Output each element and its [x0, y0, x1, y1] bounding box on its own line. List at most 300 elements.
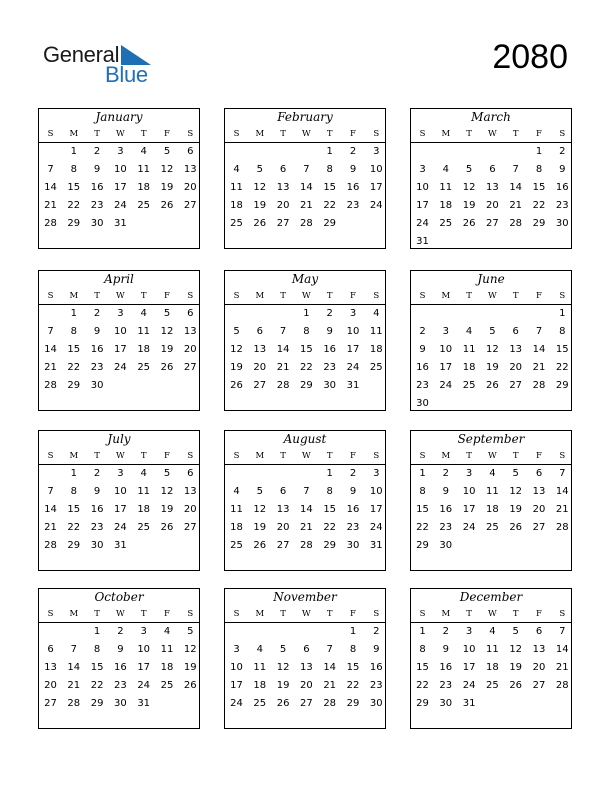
- weekday-header-row: [225, 290, 385, 305]
- weekday-label: T: [326, 291, 333, 301]
- day-cell: 30: [439, 698, 453, 709]
- month-name: March: [471, 110, 511, 124]
- day-cell: 25: [137, 200, 151, 211]
- day-cell: 6: [187, 146, 194, 157]
- day-cell: 19: [183, 662, 197, 673]
- day-cell: 29: [323, 218, 337, 229]
- weekday-label: T: [140, 609, 147, 619]
- day-cell: 15: [67, 344, 81, 355]
- generalblue-logo: [43, 40, 163, 88]
- day-cell: 12: [253, 182, 267, 193]
- day-cell: 14: [509, 182, 523, 193]
- day-cell: 12: [253, 504, 267, 515]
- day-cell: 23: [90, 200, 104, 211]
- weekday-header-row: [411, 450, 571, 465]
- day-cell: 17: [114, 344, 127, 355]
- day-cell: 20: [253, 362, 267, 373]
- weekday-label: T: [280, 291, 286, 301]
- day-cell: 12: [160, 326, 174, 337]
- day-cell: 29: [90, 698, 104, 709]
- day-cell: 25: [486, 680, 499, 691]
- day-cell: 22: [300, 362, 313, 373]
- day-cell: 15: [416, 662, 429, 673]
- day-cell: 13: [276, 182, 290, 193]
- weekday-label: T: [140, 451, 147, 461]
- day-cell: 21: [532, 362, 546, 373]
- day-cell: 9: [117, 644, 124, 655]
- day-cell: 5: [187, 626, 194, 637]
- day-cell: 9: [326, 326, 333, 337]
- day-cell: 7: [70, 644, 77, 655]
- day-cell: 31: [114, 218, 127, 229]
- day-cell: 6: [256, 326, 263, 337]
- day-cell: 1: [70, 146, 77, 157]
- day-cell: 25: [486, 522, 499, 533]
- day-cell: 29: [67, 218, 81, 229]
- day-cell: 14: [555, 486, 569, 497]
- month-july: [38, 430, 200, 571]
- weekday-label: W: [116, 451, 125, 461]
- weekday-label: W: [116, 291, 125, 301]
- weekday-label: F: [350, 291, 356, 301]
- day-cell: 26: [276, 698, 290, 709]
- day-cell: 8: [326, 164, 333, 175]
- day-cell: 15: [300, 344, 313, 355]
- day-cell: 5: [465, 164, 473, 175]
- day-cell: 25: [369, 362, 383, 373]
- day-cell: 22: [532, 200, 546, 211]
- day-cell: 27: [532, 522, 546, 533]
- day-cell: 6: [279, 164, 287, 175]
- day-cell: 14: [44, 504, 57, 515]
- day-cell: 11: [230, 182, 243, 193]
- day-cell: 29: [532, 218, 546, 229]
- day-cell: 21: [44, 200, 57, 211]
- day-cell: 22: [346, 680, 360, 691]
- day-cell: 16: [323, 344, 337, 355]
- day-cell: 18: [462, 362, 476, 373]
- weekday-label: W: [116, 609, 125, 619]
- month-august: [224, 430, 386, 571]
- month-name: November: [273, 590, 337, 604]
- day-cell: 24: [346, 362, 360, 373]
- weekday-label: F: [536, 609, 542, 619]
- day-cell: 8: [70, 164, 77, 175]
- day-cell: 21: [509, 200, 523, 211]
- day-cell: 16: [439, 504, 453, 515]
- day-cell: 17: [230, 680, 243, 691]
- day-cell: 7: [326, 644, 333, 655]
- day-cell: 26: [486, 380, 499, 391]
- day-cell: 3: [465, 468, 473, 479]
- day-cell: 1: [349, 626, 357, 637]
- weekday-label: T: [94, 609, 100, 619]
- day-cell: 23: [369, 680, 383, 691]
- day-cell: 8: [303, 326, 310, 337]
- day-cell: 23: [323, 362, 337, 373]
- weekday-label: S: [233, 291, 240, 301]
- day-cell: 7: [512, 164, 519, 175]
- day-cell: 9: [93, 326, 101, 337]
- day-cell: 28: [532, 380, 546, 391]
- day-cell: 20: [183, 344, 197, 355]
- day-cell: 26: [160, 362, 174, 373]
- weekday-label: M: [69, 291, 79, 301]
- day-cell: 18: [137, 182, 151, 193]
- day-cell: 4: [373, 308, 380, 319]
- day-cell: 16: [90, 344, 104, 355]
- month-june: [410, 270, 572, 411]
- day-cell: 5: [512, 468, 519, 479]
- day-cell: 17: [137, 662, 151, 673]
- day-cell: 13: [300, 662, 313, 673]
- day-cell: 3: [373, 146, 380, 157]
- day-cell: 8: [70, 326, 77, 337]
- day-cell: 25: [230, 218, 243, 229]
- day-cell: 18: [160, 662, 174, 673]
- weekday-label: T: [326, 451, 333, 461]
- day-cell: 26: [462, 218, 476, 229]
- weekday-label: F: [164, 609, 170, 619]
- weekday-label: M: [441, 451, 451, 461]
- day-cell: 9: [559, 164, 566, 175]
- day-cell: 22: [323, 522, 337, 533]
- day-cell: 31: [369, 540, 383, 551]
- day-cell: 9: [442, 486, 449, 497]
- day-cell: 17: [114, 182, 127, 193]
- day-cell: 15: [67, 182, 81, 193]
- day-cell: 18: [253, 680, 267, 691]
- day-cell: 19: [276, 680, 290, 691]
- day-cell: 9: [373, 644, 380, 655]
- day-cell: 3: [349, 308, 357, 319]
- day-cell: 20: [44, 680, 57, 691]
- weekday-header-row: [39, 290, 199, 305]
- day-cell: 29: [67, 540, 81, 551]
- weekday-label: S: [187, 291, 194, 301]
- day-cell: 29: [300, 380, 313, 391]
- day-cell: 17: [114, 504, 127, 515]
- day-cell: 12: [509, 644, 523, 655]
- day-cell: 11: [253, 662, 267, 673]
- day-cell: 21: [44, 362, 57, 373]
- weekday-label: S: [419, 291, 426, 301]
- day-cell: 27: [183, 362, 197, 373]
- day-cell: 24: [114, 362, 127, 373]
- day-cell: 10: [114, 486, 127, 497]
- day-cell: 11: [486, 644, 499, 655]
- day-cell: 3: [233, 644, 240, 655]
- weekday-label: M: [255, 291, 265, 301]
- day-cell: 11: [369, 326, 383, 337]
- day-cell: 21: [555, 504, 569, 515]
- day-cell: 31: [137, 698, 151, 709]
- weekday-label: S: [187, 609, 194, 619]
- weekday-label: M: [441, 129, 451, 139]
- day-cell: 2: [349, 468, 357, 479]
- weekday-label: W: [302, 291, 311, 301]
- day-cell: 25: [160, 680, 174, 691]
- day-cell: 11: [230, 504, 243, 515]
- day-cell: 7: [47, 326, 54, 337]
- day-cell: 7: [535, 326, 543, 337]
- weekday-label: T: [140, 291, 147, 301]
- day-cell: 30: [555, 218, 569, 229]
- day-cell: 9: [93, 164, 101, 175]
- day-cell: 16: [90, 504, 104, 515]
- day-cell: 21: [300, 200, 313, 211]
- day-cell: 27: [509, 380, 523, 391]
- day-cell: 30: [369, 698, 383, 709]
- weekday-label: F: [350, 129, 356, 139]
- day-cell: 7: [303, 164, 310, 175]
- day-cell: 3: [117, 468, 124, 479]
- day-cell: 27: [276, 540, 290, 551]
- day-cell: 18: [137, 504, 151, 515]
- day-cell: 16: [555, 182, 569, 193]
- month-name: October: [94, 590, 144, 604]
- day-cell: 11: [160, 644, 174, 655]
- day-cell: 12: [486, 344, 499, 355]
- day-cell: 3: [117, 308, 124, 319]
- day-cell: 19: [253, 522, 267, 533]
- day-cell: 21: [276, 362, 290, 373]
- day-cell: 26: [253, 540, 267, 551]
- day-cell: 27: [486, 218, 499, 229]
- day-cell: 14: [555, 644, 569, 655]
- day-cell: 14: [44, 344, 57, 355]
- day-cell: 19: [509, 662, 523, 673]
- day-cell: 5: [256, 164, 263, 175]
- day-cell: 24: [114, 200, 127, 211]
- weekday-label: F: [350, 609, 356, 619]
- day-cell: 29: [416, 540, 429, 551]
- weekday-label: W: [302, 129, 311, 139]
- day-cell: 24: [114, 522, 127, 533]
- day-cell: 23: [346, 200, 360, 211]
- weekday-label: T: [512, 129, 519, 139]
- day-cell: 11: [462, 344, 476, 355]
- day-cell: 10: [369, 486, 383, 497]
- weekday-label: T: [466, 291, 472, 301]
- weekday-label: M: [69, 129, 79, 139]
- weekday-label: T: [280, 451, 286, 461]
- day-cell: 8: [419, 644, 426, 655]
- day-cell: 18: [137, 344, 151, 355]
- weekday-label: M: [69, 609, 79, 619]
- day-cell: 1: [326, 468, 333, 479]
- weekday-label: M: [255, 609, 265, 619]
- day-cell: 13: [183, 486, 197, 497]
- day-cell: 2: [419, 326, 426, 337]
- day-cell: 4: [489, 626, 496, 637]
- day-cell: 28: [67, 698, 81, 709]
- month-name: September: [457, 432, 525, 446]
- weekday-label: W: [488, 451, 497, 461]
- day-cell: 1: [419, 626, 426, 637]
- day-cell: 29: [416, 698, 429, 709]
- day-cell: 24: [230, 698, 243, 709]
- day-cell: 14: [276, 344, 290, 355]
- weekday-header-row: [39, 450, 199, 465]
- day-cell: 25: [462, 380, 476, 391]
- month-may: [224, 270, 386, 411]
- day-cell: 14: [300, 182, 313, 193]
- day-cell: 26: [160, 522, 174, 533]
- day-cell: 29: [555, 380, 569, 391]
- day-cell: 30: [416, 398, 429, 409]
- day-cell: 30: [90, 218, 104, 229]
- day-cell: 11: [137, 326, 151, 337]
- day-cell: 4: [140, 308, 147, 319]
- day-cell: 20: [509, 362, 523, 373]
- day-cell: 17: [416, 200, 429, 211]
- day-cell: 16: [90, 182, 104, 193]
- day-cell: 14: [300, 504, 313, 515]
- day-cell: 4: [489, 468, 496, 479]
- day-cell: 23: [114, 680, 127, 691]
- day-cell: 25: [137, 362, 151, 373]
- day-cell: 19: [509, 504, 523, 515]
- day-cell: 2: [373, 626, 380, 637]
- day-cell: 13: [532, 486, 546, 497]
- day-cell: 17: [346, 344, 360, 355]
- weekday-label: T: [512, 291, 519, 301]
- day-cell: 3: [442, 326, 449, 337]
- day-cell: 25: [253, 698, 267, 709]
- day-cell: 1: [93, 626, 101, 637]
- weekday-label: M: [255, 451, 265, 461]
- day-cell: 26: [183, 680, 197, 691]
- weekday-label: F: [164, 291, 170, 301]
- day-cell: 15: [416, 504, 429, 515]
- day-cell: 26: [253, 218, 267, 229]
- weekday-label: S: [187, 451, 194, 461]
- day-cell: 23: [439, 680, 453, 691]
- day-cell: 8: [326, 486, 333, 497]
- weekday-label: W: [488, 609, 497, 619]
- weekday-label: F: [536, 129, 542, 139]
- day-cell: 11: [486, 486, 499, 497]
- day-cell: 10: [114, 326, 127, 337]
- day-cell: 21: [323, 680, 337, 691]
- day-cell: 14: [323, 662, 337, 673]
- weekday-label: W: [488, 291, 497, 301]
- day-cell: 12: [183, 644, 197, 655]
- weekday-label: M: [441, 609, 451, 619]
- day-cell: 5: [163, 468, 171, 479]
- day-cell: 7: [47, 164, 54, 175]
- day-cell: 19: [160, 504, 174, 515]
- day-cell: 20: [276, 200, 290, 211]
- day-cell: 14: [44, 182, 57, 193]
- day-cell: 1: [326, 146, 333, 157]
- day-cell: 2: [326, 308, 333, 319]
- weekday-label: T: [512, 451, 519, 461]
- month-october: [38, 588, 200, 729]
- weekday-label: W: [302, 451, 311, 461]
- day-cell: 28: [555, 522, 569, 533]
- day-cell: 21: [44, 522, 57, 533]
- day-cell: 10: [114, 164, 127, 175]
- day-cell: 7: [279, 326, 287, 337]
- weekday-label: S: [559, 609, 566, 619]
- weekday-label: S: [47, 451, 54, 461]
- day-cell: 15: [532, 182, 546, 193]
- day-cell: 21: [555, 662, 569, 673]
- day-cell: 27: [276, 218, 290, 229]
- day-cell: 28: [323, 698, 337, 709]
- day-cell: 27: [532, 680, 546, 691]
- day-cell: 13: [509, 344, 523, 355]
- day-cell: 7: [303, 486, 310, 497]
- day-cell: 13: [276, 504, 290, 515]
- day-cell: 31: [416, 236, 429, 247]
- day-cell: 22: [90, 680, 104, 691]
- day-cell: 8: [349, 644, 357, 655]
- weekday-label: S: [559, 451, 566, 461]
- day-cell: 22: [416, 522, 429, 533]
- day-cell: 17: [369, 504, 383, 515]
- day-cell: 5: [163, 146, 171, 157]
- weekday-label: F: [536, 451, 542, 461]
- day-cell: 28: [44, 380, 57, 391]
- day-cell: 9: [349, 164, 357, 175]
- day-cell: 6: [489, 164, 496, 175]
- day-cell: 5: [489, 326, 496, 337]
- day-cell: 17: [439, 362, 453, 373]
- weekday-label: T: [94, 291, 100, 301]
- day-cell: 23: [439, 522, 453, 533]
- day-cell: 17: [369, 182, 383, 193]
- month-name: January: [95, 110, 143, 124]
- month-name: June: [477, 272, 505, 286]
- day-cell: 2: [93, 308, 101, 319]
- month-name: April: [104, 272, 134, 286]
- day-cell: 12: [462, 182, 476, 193]
- day-cell: 9: [93, 486, 101, 497]
- day-cell: 10: [369, 164, 383, 175]
- weekday-label: S: [419, 609, 426, 619]
- day-cell: 14: [532, 344, 546, 355]
- day-cell: 2: [349, 146, 357, 157]
- day-cell: 27: [253, 380, 267, 391]
- weekday-label: S: [559, 129, 566, 139]
- day-cell: 3: [419, 164, 426, 175]
- day-cell: 15: [346, 662, 360, 673]
- day-cell: 13: [486, 182, 499, 193]
- month-november: [224, 588, 386, 729]
- day-cell: 13: [44, 662, 57, 673]
- day-cell: 8: [70, 486, 77, 497]
- day-cell: 25: [439, 218, 453, 229]
- day-cell: 20: [300, 680, 313, 691]
- month-february: [224, 108, 386, 249]
- weekday-header-row: [411, 608, 571, 623]
- day-cell: 22: [416, 680, 429, 691]
- month-name: February: [277, 110, 333, 124]
- weekday-label: T: [280, 609, 286, 619]
- day-cell: 27: [300, 698, 313, 709]
- day-cell: 19: [462, 200, 476, 211]
- day-cell: 24: [416, 218, 429, 229]
- day-cell: 20: [486, 200, 499, 211]
- day-cell: 5: [163, 308, 171, 319]
- day-cell: 4: [442, 164, 449, 175]
- day-cell: 16: [346, 182, 360, 193]
- day-cell: 18: [486, 504, 499, 515]
- day-cell: 12: [509, 486, 523, 497]
